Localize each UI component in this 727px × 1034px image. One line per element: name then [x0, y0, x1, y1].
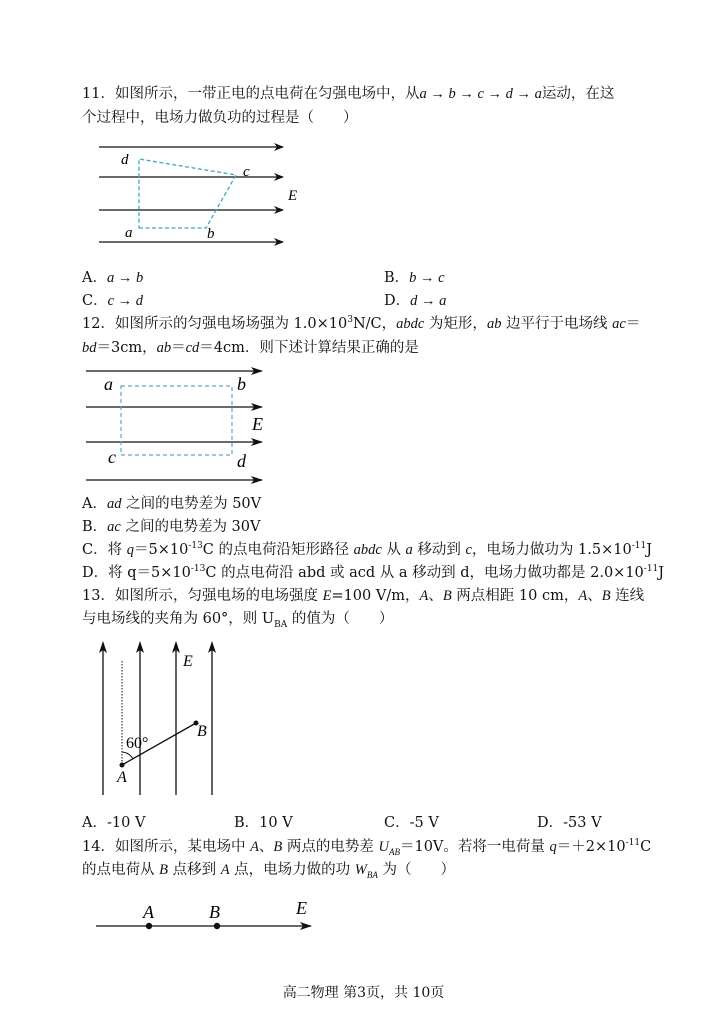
- q12-number: 12．: [82, 316, 115, 332]
- q14-label-E: E: [296, 898, 307, 918]
- q13-option-b[interactable]: B．10 V: [234, 815, 293, 831]
- q12-label-b: b: [237, 374, 246, 394]
- q12-stem-line2: bd＝3cm，ab＝cd＝4cm．则下述计算结果正确的是: [82, 340, 419, 356]
- q13-number: 13．: [82, 588, 115, 604]
- q14-point-A: [146, 923, 152, 929]
- q11-stem-line1: 11．如图所示，一带正电的点电荷在匀强电场中，从a → b → c → d → a运动，在这: [82, 86, 615, 102]
- q14-label-B: B: [209, 902, 220, 922]
- q12-option-b[interactable]: B．ac 之间的电势差为 30V: [82, 519, 261, 535]
- q14-number: 14．: [82, 839, 115, 855]
- q11-option-c[interactable]: C．c → d: [82, 293, 144, 309]
- q12-option-c[interactable]: C．将 $q=5\times 10^{-13}C$ 的点电荷沿矩形路径 abdc 从 a 移动到 c，电场力做功为 $1.5\times 10^{-11}J$: [82, 541, 653, 558]
- q11-option-b[interactable]: B．b → c: [384, 270, 445, 286]
- q13-option-c[interactable]: C．-5 V: [384, 815, 439, 831]
- q11-stem-line2: 个过程中，电场力做负功的过程是（ ）: [82, 110, 358, 126]
- q12-label-E: E: [252, 414, 263, 434]
- q13-stem-line1: 13．如图所示，匀强电场的电场强度 E=100 V/m，A、B 两点相距 10 cm，A、B 连线: [82, 588, 645, 604]
- q12-option-d[interactable]: D．将 $q=5\times 10^{-13}C$ 的点电荷沿 abd 或 acd 从 a 移动到 d，电场力做功都是 $2.0\times 10^{-11}J$: [82, 564, 665, 581]
- q12-stem-line1: 12．如图所示的匀强电场场强为 $1.0\times 10^3N/C$，abdc 为矩形，ab 边平行于电场线 ac＝: [82, 315, 641, 332]
- q11-label-a: a: [125, 225, 133, 241]
- q13-label-B: B: [197, 723, 207, 740]
- q11-option-d[interactable]: D．d → a: [384, 293, 447, 309]
- q11-number: 11．: [82, 86, 115, 102]
- q11-label-c: c: [243, 164, 250, 180]
- q13-stem-line2: 与电场线的夹角为 60°，则 $U_{BA}$ 的值为（ ）: [82, 611, 394, 630]
- q12-label-a: a: [104, 374, 113, 394]
- q12-option-a[interactable]: A．ad 之间的电势差为 50V: [82, 496, 262, 512]
- q11-label-d: d: [121, 152, 129, 168]
- q12-label-c: c: [108, 447, 116, 467]
- q14-label-A: A: [143, 902, 154, 922]
- q11-path: a → b → c → d → a: [419, 86, 542, 102]
- q11-label-E: E: [288, 188, 298, 204]
- q12-label-d: d: [237, 451, 246, 471]
- q14-stem-line2: 的点电荷从 B 点移到 A 点，电场力做的功 $W_{BA}$ 为（ ）: [82, 862, 455, 880]
- q13-option-d[interactable]: D．-53 V: [537, 815, 602, 831]
- q13-label-A: A: [117, 769, 127, 786]
- q11-label-b: b: [207, 226, 215, 242]
- q14-stem-line1: 14．如图所示，某电场中 A、B 两点的电势差 $U_{AB}=10V$。若将一电荷量 $q=+2\times 10^{-11}C$: [82, 838, 652, 857]
- page-footer: 高二物理 第3页，共 10页: [282, 985, 445, 1001]
- q13-label-E: E: [183, 653, 193, 670]
- q14-point-B: [214, 923, 220, 929]
- q13-label-angle: 60°: [126, 735, 149, 752]
- q13-option-a[interactable]: A．-10 V: [82, 815, 146, 831]
- q11-option-a[interactable]: A．a → b: [82, 270, 144, 286]
